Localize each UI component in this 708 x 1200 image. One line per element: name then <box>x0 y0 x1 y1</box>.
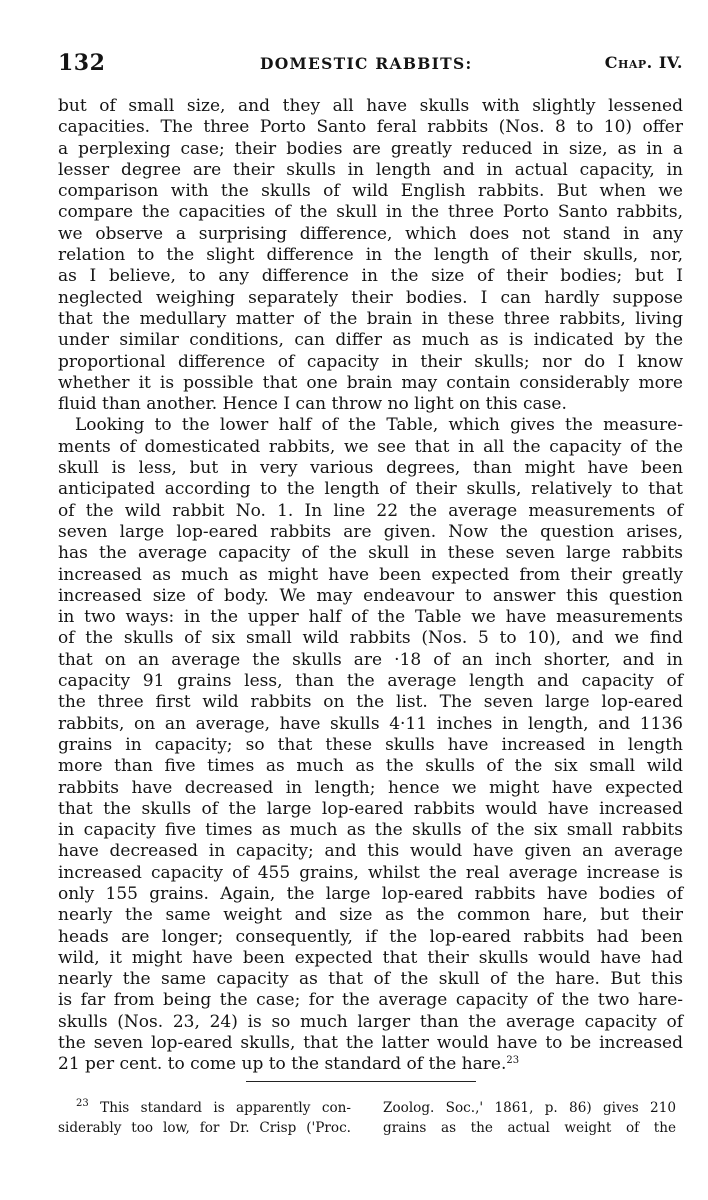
text-line: increased as much as might have been expected from their greatly <box>58 564 683 585</box>
text-line: but of small size, and they all have skulls with slightly lessened <box>58 96 683 116</box>
text-line: as I believe, to any difference in the size of their bodies; but I <box>58 266 683 287</box>
text-line: the three first wild rabbits on the list. The seven large lop-eared <box>58 692 683 713</box>
running-title: DOMESTIC RABBITS: <box>260 54 473 73</box>
text-line: skull is less, but in very various degrees, than might have been <box>58 458 683 479</box>
text-line: that on an average the skulls are ·18 of an inch shorter, and in <box>58 649 683 670</box>
text-line: grains in capacity; so that these skulls have increased in length <box>58 734 683 755</box>
running-header <box>58 50 683 80</box>
text-line: in capacity five times as much as the skulls of the six small rabbits <box>58 820 683 841</box>
text-line: anticipated according to the length of their skulls, relatively to that <box>58 479 683 500</box>
text-line: seven large lop-eared rabbits are given. Now the question arises, <box>58 521 683 542</box>
footnotes <box>58 1098 683 1158</box>
text-line: that the skulls of the large lop-eared rabbits would have increased <box>58 798 683 819</box>
body-text <box>58 96 683 1076</box>
footnote-marker: 23 <box>76 1098 89 1109</box>
text-line: we observe a surprising difference, which does not stand in any <box>58 223 683 244</box>
text-line: skulls (Nos. 23, 24) is so much larger than the average capacity of <box>58 1011 683 1032</box>
footnote-line: Zoolog. Soc.,' 1861, p. 86) gives 210 <box>383 1100 676 1116</box>
text-line: neglected weighing separately their bodies. I can hardly suppose <box>58 287 683 308</box>
text-line: lesser degree are their skulls in length and in actual capacity, in <box>58 159 683 180</box>
text-line: proportional difference of capacity in their skulls; nor do I know <box>58 351 683 372</box>
footnote-reference[interactable]: 23 <box>506 1055 520 1067</box>
text-line: capacities. The three Porto Santo feral rabbits (Nos. 8 to 10) offer <box>58 117 683 138</box>
text-line: ments of domesticated rabbits, we see that in all the capacity of the <box>58 436 683 457</box>
text-line: increased capacity of 455 grains, whilst the real average increase is <box>58 862 683 883</box>
text-line-final <box>58 1054 683 1075</box>
footnote-line: siderably too low, for Dr. Crisp ('Proc. <box>58 1120 351 1136</box>
footnote-column-right <box>383 1098 676 1138</box>
text-line: of the skulls of six small wild rabbits (Nos. 5 to 10), and we find <box>58 628 683 649</box>
text-line: more than five times as much as the skulls of the six small wild <box>58 756 683 777</box>
text-line: rabbits, on an average, have skulls 4·11 inches in length, and 1136 <box>58 713 683 734</box>
paragraph-1 <box>58 96 683 415</box>
text-line-content: 21 per cent. to come up to the standard of the hare. <box>58 1054 507 1075</box>
text-line: have decreased in capacity; and this would have given an average <box>58 841 683 862</box>
text-line: under similar conditions, can differ as much as is indicated by the <box>58 330 683 351</box>
page-number: 132 <box>58 50 106 76</box>
text-line: Looking to the lower half of the Table, which gives the measure- <box>75 415 683 436</box>
chapter-label: Chap. IV. <box>604 53 683 72</box>
text-line: relation to the slight difference in the length of their skulls, nor, <box>58 245 683 266</box>
text-line: only 155 grains. Again, the large lop-eared rabbits have bodies of <box>58 883 683 904</box>
footnote-column-left <box>58 1098 351 1138</box>
paragraph-2 <box>58 415 683 1075</box>
footnote-line <box>58 1098 351 1118</box>
text-line: compare the capacities of the skull in the three Porto Santo rabbits, <box>58 202 683 223</box>
text-line: whether it is possible that one brain may contain considerably more <box>58 372 683 393</box>
text-line: rabbits have decreased in length; hence we might have expected <box>58 777 683 798</box>
text-line: comparison with the skulls of wild English rabbits. But when we <box>58 181 683 202</box>
text-line: is far from being the case; for the average capacity of the two hare- <box>58 990 683 1011</box>
text-line: increased size of body. We may endeavour to answer this question <box>58 585 683 606</box>
footnote-line: grains as the actual weight of the <box>383 1120 676 1136</box>
text-line: that the medullary matter of the brain in these three rabbits, living <box>58 308 683 329</box>
text-line: of the wild rabbit No. 1. In line 22 the average measurements of <box>58 500 683 521</box>
text-line: in two ways: in the upper half of the Table we have measurements <box>58 607 683 628</box>
text-line: heads are longer; consequently, if the lop-eared rabbits had been <box>58 926 683 947</box>
text-line: the seven lop-eared skulls, that the latter would have to be increased <box>58 1033 683 1054</box>
text-line: wild, it might have been expected that their skulls would have had <box>58 947 683 968</box>
text-line: capacity 91 grains less, than the average length and capacity of <box>58 671 683 692</box>
text-line: nearly the same capacity as that of the skull of the hare. But this <box>58 969 683 990</box>
text-line: fluid than another. Hence I can throw no light on this case. <box>58 394 567 415</box>
text-line: nearly the same weight and size as the common hare, but their <box>58 905 683 926</box>
text-line: a perplexing case; their bodies are greatly reduced in size, as in a <box>58 138 683 159</box>
text-line: has the average capacity of the skull in these seven large rabbits <box>58 543 683 564</box>
footnote-divider <box>246 1081 476 1082</box>
footnote-text: This standard is apparently con- <box>100 1100 351 1116</box>
